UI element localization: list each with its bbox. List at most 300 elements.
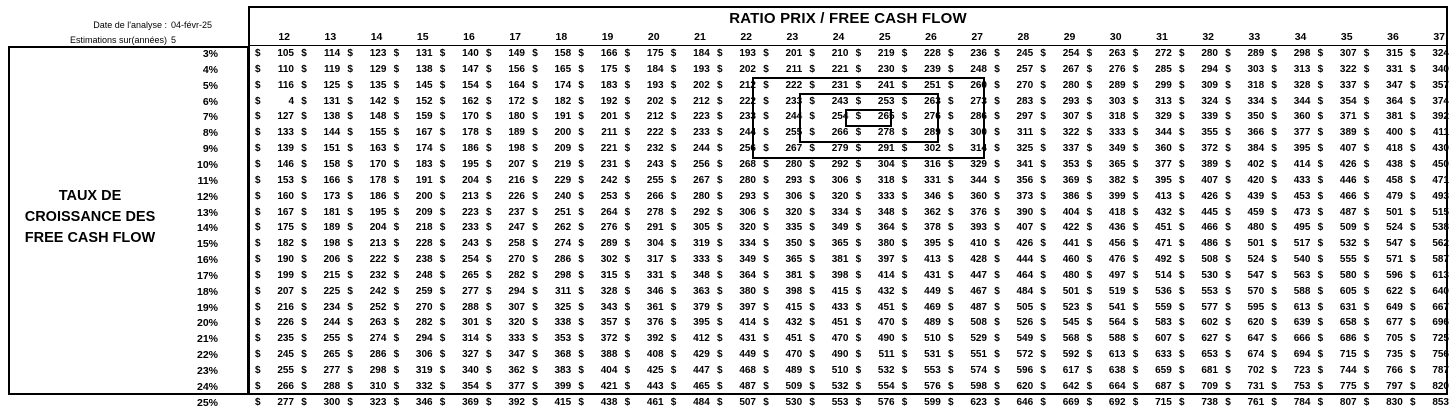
currency-symbol: $ bbox=[1271, 222, 1277, 234]
cell-value: 222 bbox=[739, 95, 756, 107]
table-cell bbox=[666, 64, 712, 80]
currency-symbol: $ bbox=[994, 190, 1000, 202]
table-cell bbox=[1405, 365, 1451, 381]
table-cell bbox=[1128, 286, 1174, 302]
cell-value: 484 bbox=[693, 396, 710, 408]
column-header-ratio: 36 bbox=[1387, 31, 1399, 43]
table-cell bbox=[758, 349, 804, 365]
currency-symbol: $ bbox=[763, 206, 769, 218]
table-cell bbox=[1266, 286, 1312, 302]
cell-value: 247 bbox=[508, 222, 525, 234]
cell-value: 238 bbox=[415, 254, 433, 266]
currency-symbol: $ bbox=[855, 222, 862, 234]
currency-symbol: $ bbox=[1225, 127, 1231, 139]
cell-value: 398 bbox=[785, 285, 803, 297]
currency-symbol: $ bbox=[532, 79, 538, 91]
table-cell bbox=[1035, 222, 1081, 238]
currency-symbol: $ bbox=[855, 127, 862, 139]
currency-symbol: $ bbox=[1410, 365, 1416, 376]
currency-symbol: $ bbox=[670, 349, 677, 361]
currency-symbol: $ bbox=[994, 254, 1000, 266]
cell-value: 300 bbox=[323, 396, 341, 408]
cell-value: 233 bbox=[462, 222, 479, 234]
table-cell bbox=[435, 286, 481, 302]
cell-value: 607 bbox=[1155, 333, 1172, 345]
currency-symbol: $ bbox=[1317, 396, 1324, 408]
currency-symbol: $ bbox=[948, 143, 954, 155]
cell-value: 451 bbox=[1155, 222, 1172, 234]
currency-symbol: $ bbox=[1225, 95, 1231, 107]
currency-symbol: $ bbox=[624, 63, 631, 75]
table-cell bbox=[1174, 111, 1220, 127]
table-cell bbox=[897, 397, 943, 413]
table-cell bbox=[1359, 254, 1405, 270]
cell-value: 398 bbox=[831, 269, 849, 281]
currency-symbol: $ bbox=[578, 79, 584, 91]
table-cell bbox=[1035, 111, 1081, 127]
table-cell bbox=[527, 143, 573, 159]
table-cell bbox=[435, 159, 481, 175]
currency-symbol: $ bbox=[670, 63, 677, 75]
table-cell bbox=[1266, 48, 1312, 64]
cell-value: 198 bbox=[323, 238, 341, 250]
table-cell bbox=[1082, 286, 1128, 302]
table-cell bbox=[1174, 349, 1220, 365]
currency-symbol: $ bbox=[1317, 222, 1324, 234]
table-cell bbox=[296, 191, 342, 207]
row-header-growth-rate: 15% bbox=[196, 238, 218, 251]
table-cell bbox=[1174, 333, 1220, 349]
table-cell bbox=[296, 207, 342, 223]
currency-symbol: $ bbox=[301, 285, 307, 297]
cell-value: 349 bbox=[1108, 143, 1126, 155]
row-header-growth-rate: 10% bbox=[196, 158, 218, 171]
currency-symbol: $ bbox=[1040, 143, 1046, 155]
cell-value: 248 bbox=[415, 269, 433, 281]
table-cell bbox=[296, 64, 342, 80]
cell-value: 105 bbox=[277, 48, 294, 59]
currency-symbol: $ bbox=[486, 396, 492, 408]
cell-value: 382 bbox=[1108, 174, 1126, 186]
table-cell bbox=[1266, 238, 1312, 254]
table-cell bbox=[712, 317, 758, 333]
currency-symbol: $ bbox=[1363, 206, 1370, 218]
analysis-date-label: Date de l'analyse : bbox=[93, 20, 167, 30]
table-cell bbox=[573, 127, 619, 143]
currency-symbol: $ bbox=[717, 95, 723, 107]
currency-symbol: $ bbox=[994, 95, 1000, 107]
cell-value: 127 bbox=[277, 111, 294, 123]
table-cell bbox=[296, 96, 342, 112]
cell-value: 289 bbox=[1108, 79, 1126, 91]
currency-symbol: $ bbox=[439, 396, 446, 408]
cell-value: 204 bbox=[369, 222, 387, 234]
cell-value: 291 bbox=[877, 143, 895, 155]
cell-value: 253 bbox=[600, 190, 618, 202]
table-cell bbox=[1082, 159, 1128, 175]
table-cell bbox=[943, 333, 989, 349]
table-cell bbox=[1405, 286, 1451, 302]
estimates-value: 5 bbox=[171, 35, 177, 45]
cell-value: 547 bbox=[1247, 269, 1265, 281]
table-cell bbox=[527, 222, 573, 238]
cell-value: 306 bbox=[739, 206, 756, 218]
table-cell bbox=[897, 48, 943, 64]
currency-symbol: $ bbox=[1179, 95, 1185, 107]
currency-symbol: $ bbox=[1317, 285, 1324, 297]
cell-value: 280 bbox=[739, 174, 756, 186]
cell-value: 170 bbox=[369, 158, 387, 170]
cell-value: 277 bbox=[323, 365, 341, 376]
currency-symbol: $ bbox=[809, 254, 815, 266]
currency-symbol: $ bbox=[1410, 174, 1416, 186]
currency-symbol: $ bbox=[1271, 158, 1277, 170]
currency-symbol: $ bbox=[901, 365, 908, 376]
currency-symbol: $ bbox=[855, 48, 862, 59]
currency-symbol: $ bbox=[347, 317, 353, 329]
currency-symbol: $ bbox=[855, 158, 862, 170]
currency-symbol: $ bbox=[1410, 63, 1416, 75]
currency-symbol: $ bbox=[901, 48, 908, 59]
table-cell bbox=[943, 159, 989, 175]
currency-symbol: $ bbox=[393, 238, 400, 250]
table-cell bbox=[342, 159, 388, 175]
table-cell bbox=[851, 80, 897, 96]
cell-value: 470 bbox=[877, 317, 895, 329]
cell-value: 252 bbox=[369, 301, 387, 313]
currency-symbol: $ bbox=[578, 285, 584, 297]
row-header-growth-rate: 25% bbox=[196, 396, 218, 409]
table-cell bbox=[851, 286, 897, 302]
table-cell bbox=[804, 317, 850, 333]
row-header-growth-rate: 4% bbox=[202, 63, 218, 76]
cell-value: 293 bbox=[785, 174, 803, 186]
currency-symbol: $ bbox=[624, 254, 631, 266]
cell-value: 549 bbox=[1016, 333, 1034, 345]
currency-symbol: $ bbox=[532, 254, 538, 266]
cell-value: 193 bbox=[739, 48, 756, 59]
currency-symbol: $ bbox=[1132, 206, 1139, 218]
table-cell bbox=[758, 111, 804, 127]
column-header-ratio: 22 bbox=[740, 31, 752, 43]
table-cell bbox=[435, 80, 481, 96]
table-cell bbox=[1174, 302, 1220, 318]
currency-symbol: $ bbox=[301, 301, 307, 313]
table-cell bbox=[527, 302, 573, 318]
table-cell bbox=[342, 175, 388, 191]
cell-value: 627 bbox=[1201, 333, 1218, 345]
cell-value: 362 bbox=[508, 365, 525, 376]
table-cell bbox=[897, 143, 943, 159]
cell-value: 395 bbox=[1293, 143, 1311, 155]
currency-symbol: $ bbox=[439, 365, 446, 376]
currency-symbol: $ bbox=[763, 238, 769, 250]
cell-value: 200 bbox=[554, 127, 572, 139]
table-cell bbox=[1405, 254, 1451, 270]
table-cell bbox=[573, 191, 619, 207]
currency-symbol: $ bbox=[1179, 174, 1185, 186]
currency-symbol: $ bbox=[255, 254, 261, 266]
table-cell bbox=[573, 317, 619, 333]
cell-value: 265 bbox=[323, 349, 341, 361]
table-cell bbox=[342, 302, 388, 318]
currency-symbol: $ bbox=[1132, 222, 1139, 234]
table-cell bbox=[804, 302, 850, 318]
currency-symbol: $ bbox=[855, 111, 862, 123]
currency-symbol: $ bbox=[393, 111, 400, 123]
table-cell bbox=[1220, 64, 1266, 80]
table-cell bbox=[804, 111, 850, 127]
currency-symbol: $ bbox=[1317, 143, 1324, 155]
currency-symbol: $ bbox=[486, 285, 492, 297]
row-header-growth-rate: 13% bbox=[196, 206, 218, 219]
currency-symbol: $ bbox=[486, 238, 492, 250]
currency-symbol: $ bbox=[1086, 190, 1093, 202]
currency-symbol: $ bbox=[763, 190, 769, 202]
currency-symbol: $ bbox=[347, 95, 353, 107]
cell-value: 337 bbox=[1062, 143, 1080, 155]
cell-value: 390 bbox=[1016, 206, 1034, 218]
currency-symbol: $ bbox=[255, 206, 261, 218]
table-cell bbox=[1359, 238, 1405, 254]
row-header-growth-rate: 17% bbox=[196, 269, 218, 282]
table-cell bbox=[573, 64, 619, 80]
table-cell bbox=[1266, 302, 1312, 318]
table-cell bbox=[1174, 143, 1220, 159]
table-cell bbox=[1313, 143, 1359, 159]
currency-symbol: $ bbox=[347, 222, 353, 234]
currency-symbol: $ bbox=[532, 285, 538, 297]
currency-symbol: $ bbox=[670, 190, 677, 202]
cell-value: 180 bbox=[508, 111, 525, 123]
cell-value: 293 bbox=[1062, 95, 1080, 107]
table-cell bbox=[389, 254, 435, 270]
currency-symbol: $ bbox=[347, 190, 353, 202]
table-cell bbox=[1359, 159, 1405, 175]
cell-value: 348 bbox=[693, 269, 710, 281]
column-header-ratio: 23 bbox=[786, 31, 799, 43]
cell-value: 199 bbox=[277, 269, 294, 281]
cell-value: 414 bbox=[739, 317, 756, 329]
cell-value: 223 bbox=[693, 111, 710, 123]
cell-value: 219 bbox=[877, 48, 895, 59]
cell-value: 244 bbox=[785, 111, 803, 123]
currency-symbol: $ bbox=[1179, 238, 1185, 250]
table-cell bbox=[573, 270, 619, 286]
table-cell bbox=[1359, 127, 1405, 143]
table-cell bbox=[1128, 365, 1174, 381]
cell-value: 325 bbox=[1016, 143, 1034, 155]
currency-symbol: $ bbox=[393, 269, 400, 281]
currency-symbol: $ bbox=[578, 127, 584, 139]
table-cell bbox=[804, 270, 850, 286]
table-cell bbox=[712, 175, 758, 191]
currency-symbol: $ bbox=[855, 333, 862, 345]
currency-symbol: $ bbox=[855, 190, 862, 202]
currency-symbol: $ bbox=[347, 333, 353, 345]
cell-value: 638 bbox=[1108, 365, 1126, 376]
table-cell bbox=[897, 127, 943, 143]
table-cell bbox=[1359, 222, 1405, 238]
table-cell bbox=[1405, 127, 1451, 143]
cell-value: 320 bbox=[785, 206, 803, 218]
table-cell bbox=[1220, 317, 1266, 333]
currency-symbol: $ bbox=[994, 238, 1000, 250]
cell-value: 279 bbox=[831, 143, 849, 155]
table-cell bbox=[389, 48, 435, 64]
cell-value: 705 bbox=[1386, 333, 1403, 345]
cell-value: 368 bbox=[554, 349, 572, 361]
cell-value: 432 bbox=[877, 285, 895, 297]
table-cell bbox=[1035, 349, 1081, 365]
table-cell bbox=[1359, 64, 1405, 80]
cell-value: 201 bbox=[785, 48, 803, 59]
currency-symbol: $ bbox=[1179, 190, 1185, 202]
cell-value: 320 bbox=[508, 317, 525, 329]
table-cell bbox=[435, 143, 481, 159]
table-cell bbox=[342, 222, 388, 238]
cell-value: 369 bbox=[462, 396, 479, 408]
cell-value: 414 bbox=[1293, 158, 1311, 170]
table-cell bbox=[897, 159, 943, 175]
cell-value: 723 bbox=[1293, 365, 1311, 376]
cell-value: 329 bbox=[970, 158, 987, 170]
table-cell bbox=[250, 222, 296, 238]
cell-value: 392 bbox=[646, 333, 664, 345]
cell-value: 355 bbox=[1201, 127, 1218, 139]
table-cell bbox=[666, 317, 712, 333]
cell-value: 413 bbox=[1155, 190, 1172, 202]
table-cell bbox=[1220, 349, 1266, 365]
cell-value: 183 bbox=[600, 79, 618, 91]
cell-value: 753 bbox=[1293, 380, 1311, 392]
cell-value: 294 bbox=[508, 285, 525, 297]
currency-symbol: $ bbox=[1317, 254, 1324, 266]
cell-value: 317 bbox=[646, 254, 664, 266]
table-cell bbox=[1082, 238, 1128, 254]
currency-symbol: $ bbox=[1271, 269, 1277, 281]
column-header-ratio: 26 bbox=[925, 31, 937, 43]
cell-value: 392 bbox=[508, 396, 525, 408]
cell-value: 183 bbox=[415, 158, 433, 170]
currency-symbol: $ bbox=[670, 365, 677, 376]
currency-symbol: $ bbox=[1179, 127, 1185, 139]
table-cell bbox=[943, 111, 989, 127]
cell-value: 431 bbox=[739, 333, 756, 345]
cell-value: 316 bbox=[924, 158, 941, 170]
cell-value: 338 bbox=[554, 317, 572, 329]
cell-value: 280 bbox=[785, 158, 803, 170]
currency-symbol: $ bbox=[624, 269, 631, 281]
cell-value: 602 bbox=[1201, 317, 1218, 329]
table-cell bbox=[250, 143, 296, 159]
currency-symbol: $ bbox=[532, 222, 538, 234]
cell-value: 509 bbox=[785, 380, 803, 392]
table-cell bbox=[943, 64, 989, 80]
cell-value: 278 bbox=[646, 206, 664, 218]
cell-value: 166 bbox=[323, 174, 341, 186]
cell-value: 273 bbox=[970, 95, 987, 107]
table-cell bbox=[1174, 80, 1220, 96]
cell-value: 232 bbox=[369, 269, 387, 281]
cell-value: 175 bbox=[277, 222, 294, 234]
cell-value: 372 bbox=[600, 333, 618, 345]
table-cell bbox=[389, 397, 435, 413]
currency-symbol: $ bbox=[1271, 333, 1277, 345]
cell-value: 243 bbox=[831, 95, 849, 107]
table-cell bbox=[1128, 159, 1174, 175]
currency-symbol: $ bbox=[1410, 158, 1416, 170]
cell-value: 334 bbox=[739, 238, 756, 250]
currency-symbol: $ bbox=[1040, 349, 1046, 361]
column-header-ratio: 14 bbox=[370, 31, 383, 43]
table-cell bbox=[666, 302, 712, 318]
cell-value: 371 bbox=[1339, 111, 1357, 123]
table-cell bbox=[666, 143, 712, 159]
currency-symbol: $ bbox=[1040, 380, 1046, 392]
table-cell bbox=[296, 238, 342, 254]
currency-symbol: $ bbox=[809, 79, 815, 91]
currency-symbol: $ bbox=[578, 365, 584, 376]
table-cell bbox=[989, 333, 1035, 349]
cell-value: 340 bbox=[462, 365, 479, 376]
table-cell bbox=[1313, 333, 1359, 349]
table-cell bbox=[435, 175, 481, 191]
currency-symbol: $ bbox=[763, 317, 769, 329]
cell-value: 221 bbox=[831, 63, 849, 75]
currency-symbol: $ bbox=[486, 380, 492, 392]
cell-value: 210 bbox=[831, 48, 849, 59]
table-cell bbox=[943, 365, 989, 381]
cell-value: 251 bbox=[924, 79, 941, 91]
table-cell bbox=[1128, 80, 1174, 96]
cell-value: 553 bbox=[831, 396, 849, 408]
cell-value: 580 bbox=[1339, 269, 1357, 281]
currency-symbol: $ bbox=[717, 158, 723, 170]
table-cell bbox=[342, 365, 388, 381]
table-cell bbox=[435, 238, 481, 254]
table-cell bbox=[666, 333, 712, 349]
table-cell bbox=[1220, 159, 1266, 175]
table-cell bbox=[296, 286, 342, 302]
table-cell bbox=[851, 111, 897, 127]
currency-symbol: $ bbox=[855, 365, 862, 376]
cell-value: 267 bbox=[1062, 63, 1080, 75]
column-header-ratio: 33 bbox=[1248, 31, 1261, 43]
cell-value: 659 bbox=[1155, 365, 1172, 376]
table-cell bbox=[296, 143, 342, 159]
table-cell bbox=[851, 175, 897, 191]
table-cell bbox=[989, 302, 1035, 318]
cell-value: 572 bbox=[1016, 349, 1034, 361]
cell-value: 458 bbox=[1386, 174, 1403, 186]
table-cell bbox=[620, 317, 666, 333]
cell-value: 495 bbox=[1293, 222, 1311, 234]
cell-value: 286 bbox=[970, 111, 987, 123]
column-header-ratio: 13 bbox=[324, 31, 337, 43]
row-header-growth-rate: 5% bbox=[202, 79, 218, 92]
cell-value: 511 bbox=[878, 349, 895, 361]
currency-symbol: $ bbox=[1132, 238, 1139, 250]
cell-value: 766 bbox=[1386, 365, 1403, 376]
table-cell bbox=[620, 64, 666, 80]
table-cell bbox=[666, 238, 712, 254]
currency-symbol: $ bbox=[347, 396, 353, 408]
currency-symbol: $ bbox=[1317, 380, 1324, 392]
table-cell bbox=[389, 381, 435, 397]
currency-symbol: $ bbox=[347, 206, 353, 218]
cell-value: 613 bbox=[1293, 301, 1311, 313]
